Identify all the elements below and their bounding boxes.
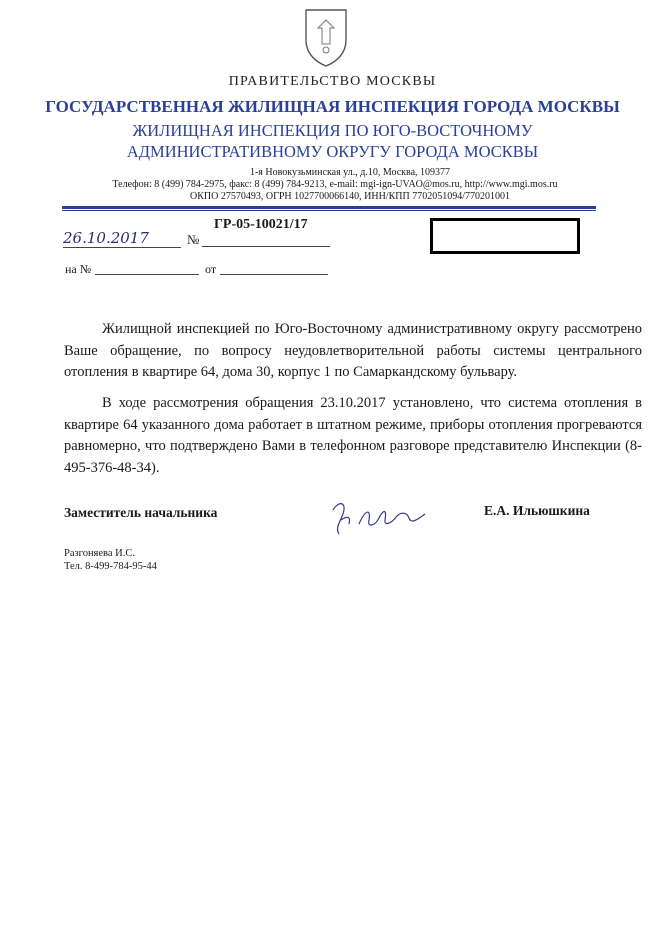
executor-name: Разгоняева И.С. xyxy=(64,548,135,559)
document-number: ГР-05-10021/17 xyxy=(214,217,308,232)
redaction-box xyxy=(430,218,580,254)
district-title-line2: АДМИНИСТРАТИВНОМУ ОКРУГУ ГОРОДА МОСКВЫ xyxy=(126,142,539,161)
signatory-name: Е.А. Ильюшкина xyxy=(484,503,590,518)
government-title: ПРАВИТЕЛЬСТВО МОСКВЫ xyxy=(228,74,437,89)
header-rule-thin xyxy=(62,210,596,211)
body-paragraph-1: Жилищной инспекцией по Юго-Восточному административному округу рассмотрено Ваше обращение, по вопросу неудовлетворительной работы системы центрального отопления в квартире 64, дома 30, корпус 1 по Самаркандскому бульвару. xyxy=(64,321,642,381)
body-paragraph-2: В ходе рассмотрения обращения 23.10.2017 установлено, что система отопления в квартире 64 указанного дома работает в штатном режиме, приборы отопления прогреваются равномерно, что подтверждено Вами в телефонном разговоре представителю Инспекции (8-495-376-48-34). xyxy=(64,395,642,477)
number-underline xyxy=(202,246,330,247)
number-label: № xyxy=(187,232,200,247)
executor-phone: Тел. 8-499-784-95-44 xyxy=(64,561,157,572)
handwritten-signature xyxy=(325,490,435,540)
handwritten-date: 26.10.2017 xyxy=(63,229,181,248)
address-line: 1-я Новокузьминская ул., д.10, Москва, 109377 xyxy=(249,167,451,178)
inspection-title: ГОСУДАРСТВЕННАЯ ЖИЛИЩНАЯ ИНСПЕКЦИЯ ГОРОДА МОСКВЫ xyxy=(45,97,620,116)
header-rule-thick xyxy=(62,206,596,209)
reference-number-label: на № xyxy=(65,262,92,276)
codes-line: ОКПО 27570493, ОГРН 1027700066140, ИНН/КПП 7702051094/770201001 xyxy=(190,191,510,202)
signatory-title: Заместитель начальника xyxy=(64,505,218,520)
reference-date-label: от xyxy=(205,262,217,276)
reference-date-underline xyxy=(220,274,328,275)
contacts-line: Телефон: 8 (499) 784-2975, факс: 8 (499) 784-9213, e-mail: mgi-ign-UVAO@mos.ru, http://www.mgi.mos.ru xyxy=(112,179,558,190)
reference-number-underline xyxy=(95,274,199,275)
moscow-coat-of-arms-icon xyxy=(300,6,352,68)
district-title-line1: ЖИЛИЩНАЯ ИНСПЕКЦИЯ ПО ЮГО-ВОСТОЧНОМУ xyxy=(132,121,533,140)
